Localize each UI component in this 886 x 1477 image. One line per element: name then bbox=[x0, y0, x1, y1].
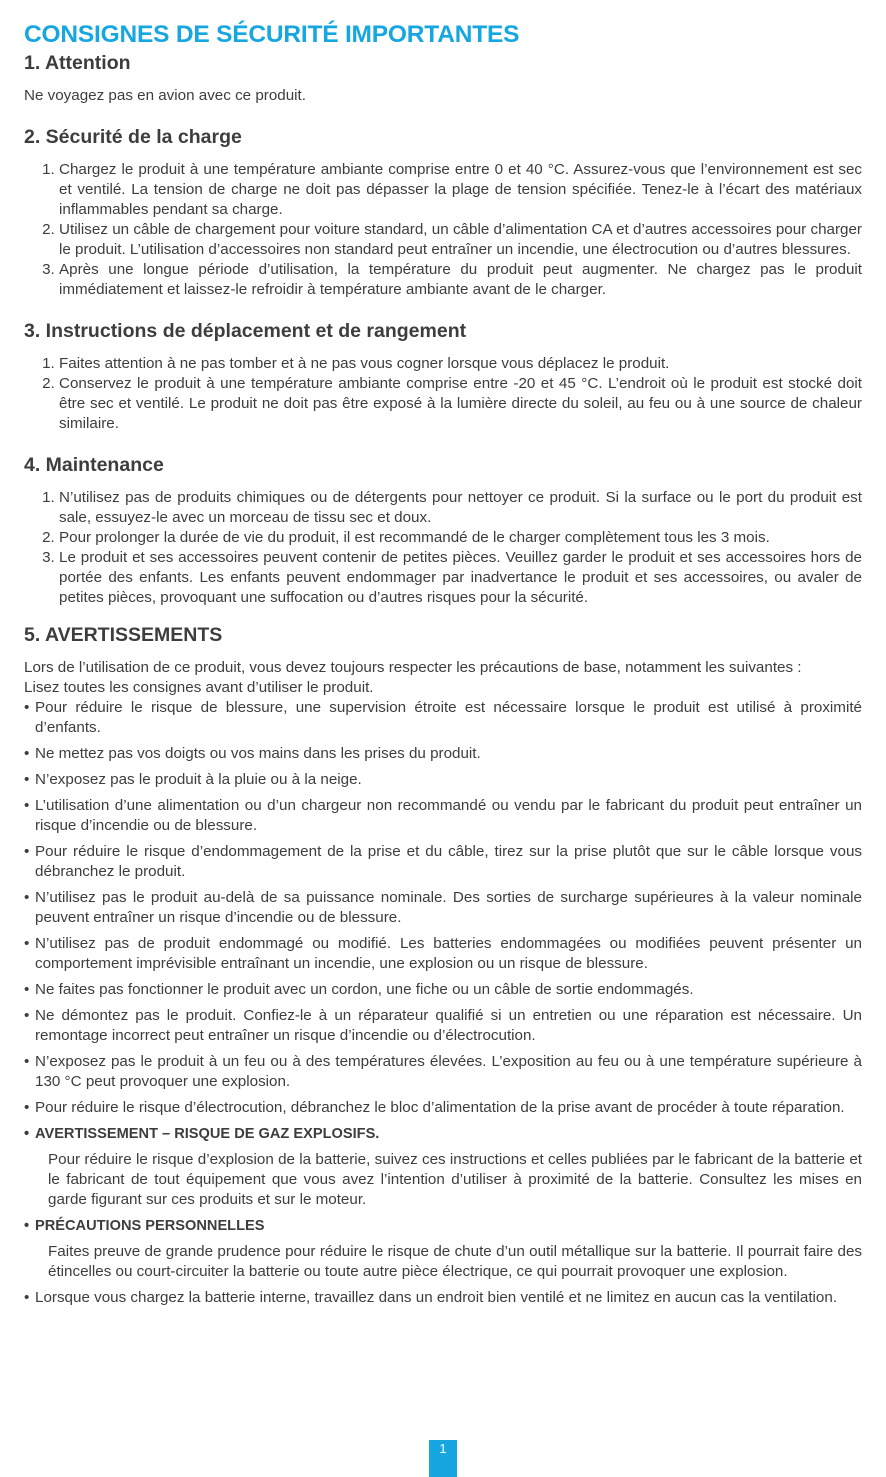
section-1-heading: 1. Attention bbox=[24, 52, 131, 74]
warnings-intro-2: Lisez toutes les consignes avant d’utiliser le produit. bbox=[24, 679, 374, 696]
explosive-gas-text: Pour réduire le risque d’explosion de la batterie, suivez ces instructions et celles publiées par le fabricant de la batterie et le fabricant de tout équipement que vous avez l’intention d’utiliser à proximité de la batterie. Consultez les mises en garde figurant sur ces produits et sur le moteur. bbox=[48, 1151, 862, 1208]
list-item: • N’utilisez pas le produit au-delà de sa puissance nominale. Des sorties de surcharge supérieures à la valeur nominale peuvent entraîner un risque d’incendie ou de blessure. bbox=[24, 889, 862, 926]
list-item: • Pour réduire le risque de blessure, une supervision étroite est nécessaire lorsque le produit est utilisé à proximité d’enfants. bbox=[24, 699, 862, 736]
section-1-text: Ne voyagez pas en avion avec ce produit. bbox=[24, 87, 306, 104]
list-item: • Ne faites pas fonctionner le produit avec un cordon, une fiche ou un câble de sortie endommagés. bbox=[24, 981, 694, 998]
explosive-gas-warning: • AVERTISSEMENT – RISQUE DE GAZ EXPLOSIFS. Pour réduire le risque d’explosion de la batterie, suivez ces instructions et celles publiées par le fabricant de la batterie et le fabricant de tout équipement que vous avez l’intention d’utiliser à proximité de la batterie. Consultez les mises en garde figurant sur ces produits et sur le moteur. bbox=[24, 1126, 862, 1208]
list-item: • Ne mettez pas vos doigts ou vos mains dans les prises du produit. bbox=[24, 745, 481, 762]
section-5-heading: 5. AVERTISSEMENTS bbox=[24, 624, 223, 646]
section-4-heading: 4. Maintenance bbox=[24, 454, 164, 476]
list-item: • Pour réduire le risque d’endommagement de la prise et du câble, tirez sur la prise plutôt que sur le câble lorsque vous débranchez le produit. bbox=[24, 843, 862, 880]
list-item: • Lorsque vous chargez la batterie interne, travaillez dans un endroit bien ventilé et ne limitez en aucun cas la ventilation. bbox=[24, 1289, 838, 1306]
precautions-title: PRÉCAUTIONS PERSONNELLES bbox=[35, 1218, 265, 1234]
section-2-list bbox=[24, 160, 862, 300]
list-item: 2. Utilisez un câble de chargement pour voiture standard, un câble d’alimentation CA et d’autres accessoires pour charger le produit. L’utilisation d’accessoires non standard peut entraîner un incendie, une électrocution ou d’autres blessures. bbox=[59, 220, 862, 260]
list-item: • N’exposez pas le produit à un feu ou à des températures élevées. L’exposition au feu ou à une température supérieure à 130 °C peut provoquer une explosion. bbox=[24, 1053, 862, 1090]
document-page bbox=[24, 20, 862, 1314]
list-item: • Pour réduire le risque d’électrocution, débranchez le bloc d’alimentation de la prise avant de procéder à toute réparation. bbox=[24, 1099, 845, 1116]
precautions-text: Faites preuve de grande prudence pour réduire le risque de chute d’un outil métallique sur la batterie. Il pourrait faire des étincelles ou court-circuiter la batterie ou toute autre pièce électrique, ce qui pourrait provoquer une explosion. bbox=[48, 1243, 862, 1280]
list-item: • Ne démontez pas le produit. Confiez-le à un réparateur qualifié si un entretien ou une réparation est nécessaire. Un remontage incorrect peut entraîner un risque d’incendie ou d’électrocution. bbox=[24, 1007, 862, 1044]
list-item: 2. Pour prolonger la durée de vie du produit, il est recommandé de le charger complètement tous les 3 mois. bbox=[59, 528, 862, 548]
list-item: • L’utilisation d’une alimentation ou d’un chargeur non recommandé ou vendu par le fabricant du produit peut entraîner un risque d’incendie ou de blessure. bbox=[24, 797, 862, 834]
list-item: 1. Faites attention à ne pas tomber et à ne pas vous cogner lorsque vous déplacez le produit. bbox=[59, 354, 862, 374]
list-item: 3. Le produit et ses accessoires peuvent contenir de petites pièces. Veuillez garder le produit et ses accessoires hors de portée des enfants. Les enfants peuvent endommager par inadvertance le produit et ses accessoires, ou avaler de petites pièces, provoquant une suffocation ou d’autres risques pour la sécurité. bbox=[59, 548, 862, 608]
page-number: 1 bbox=[429, 1440, 457, 1477]
list-item: 1. Chargez le produit à une température ambiante comprise entre 0 et 40 °C. Assurez-vous que l’environnement est sec et ventilé. La tension de charge ne doit pas dépasser la plage de tension spécifiée. Tenez-le à l’écart des matériaux inflammables pendant sa charge. bbox=[59, 160, 862, 220]
list-item: • N’exposez pas le produit à la pluie ou à la neige. bbox=[24, 771, 362, 788]
section-3-heading: 3. Instructions de déplacement et de rangement bbox=[24, 320, 467, 342]
section-2-heading: 2. Sécurité de la charge bbox=[24, 126, 242, 148]
explosive-gas-title: AVERTISSEMENT – RISQUE DE GAZ EXPLOSIFS. bbox=[35, 1126, 380, 1142]
list-item: 1. N’utilisez pas de produits chimiques ou de détergents pour nettoyer ce produit. Si la surface ou le port du produit est sale, essuyez-le avec un morceau de tissu sec et doux. bbox=[59, 488, 862, 528]
warnings-list bbox=[24, 698, 862, 1308]
list-item: 2. Conservez le produit à une température ambiante comprise entre -20 et 45 °C. L’endroit où le produit est stocké doit être sec et ventilé. Le produit ne doit pas être exposé à la lumière directe du soleil, au feu ou à une source de chaleur similaire. bbox=[59, 374, 862, 434]
warnings-intro: Lors de l’utilisation de ce produit, vous devez toujours respecter les précautions de base, notamment les suivantes : bbox=[24, 659, 802, 676]
list-item: • N’utilisez pas de produit endommagé ou modifié. Les batteries endommagées ou modifiées peuvent présenter un comportement imprévisible entraînant un incendie, une explosion ou un risque de blessure. bbox=[24, 935, 862, 972]
personal-precautions: • PRÉCAUTIONS PERSONNELLES Faites preuve de grande prudence pour réduire le risque de chute d’un outil métallique sur la batterie. Il pourrait faire des étincelles ou court-circuiter la batterie ou toute autre pièce électrique, ce qui pourrait provoquer une explosion. bbox=[24, 1218, 862, 1280]
section-3-list bbox=[24, 354, 862, 434]
page-title: CONSIGNES DE SÉCURITÉ IMPORTANTES bbox=[24, 21, 520, 48]
list-item: 3. Après une longue période d’utilisation, la température du produit peut augmenter. Ne chargez pas le produit immédiatement et laissez-le refroidir à température ambiante avant de le charger. bbox=[59, 260, 862, 300]
section-4-list bbox=[24, 488, 862, 608]
